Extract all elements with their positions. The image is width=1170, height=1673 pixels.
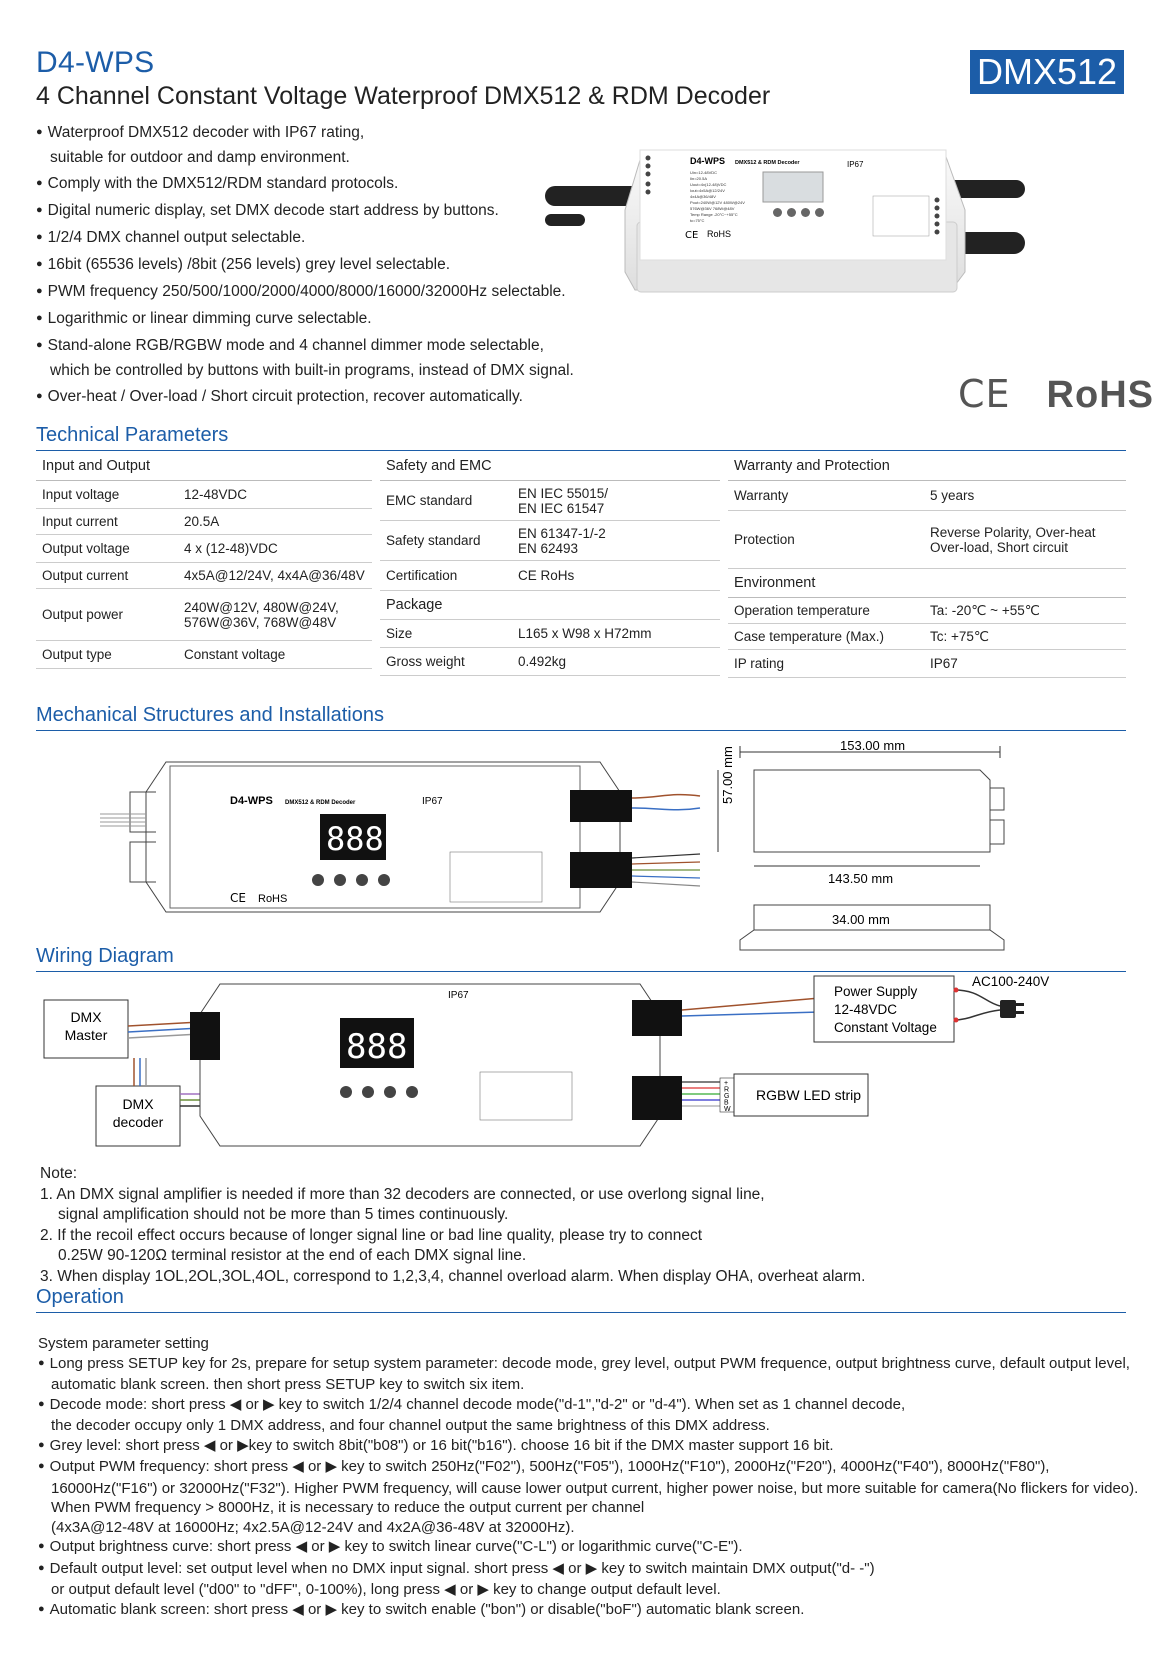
- param-value: [930, 603, 1120, 619]
- param-value-line: EN IEC 55015/: [518, 485, 609, 501]
- dmx-decoder-line1: DMX: [122, 1096, 154, 1112]
- operation-subtitle: System parameter setting: [38, 1335, 209, 1352]
- mech-ip: IP67: [422, 796, 443, 807]
- operation-cont: or output default level ("d00" to "dFF", 0-100%), long press ◀ or ▶ key to change output default level.: [51, 1581, 721, 1598]
- page-title: D4-WPS: [36, 46, 155, 79]
- section-wiring: Wiring Diagram: [36, 945, 1126, 972]
- mech-model: D4-WPS: [230, 795, 273, 807]
- param-value-line: EN IEC 61547: [518, 500, 605, 516]
- param-key: Warranty: [734, 488, 789, 503]
- operation-cont: the decoder occupy only 1 DMX address, and four channel output the same brightness of this DMX address.: [51, 1417, 770, 1434]
- param-value: [184, 647, 366, 662]
- param-key: EMC standard: [386, 493, 473, 508]
- mech-display: 888: [326, 820, 384, 858]
- param-key: Output voltage: [42, 541, 130, 556]
- feature-item: [36, 384, 676, 411]
- dmx512-badge: DMX512: [970, 50, 1124, 94]
- param-key: Certification: [386, 568, 458, 583]
- param-value: [184, 600, 366, 630]
- col-header-environment: Environment: [728, 569, 1126, 598]
- param-key: Output type: [42, 647, 112, 662]
- section-operation: Operation: [36, 1286, 1126, 1313]
- photo-spec-line: tc=75°C: [690, 218, 705, 223]
- operation-text: ● Default output level: set output level when no DMX input signal. short press ◀ or ▶ key to switch maintain DMX output("d- -"): [38, 1560, 875, 1577]
- param-value-line: IP67: [930, 656, 958, 671]
- photo-rohs: RoHS: [707, 229, 732, 239]
- param-key: Input current: [42, 514, 118, 529]
- photo-spec-line: Temp Range -20°C~+55°C: [690, 212, 738, 217]
- rgbw-pin-label: R: [724, 1086, 730, 1094]
- param-row: [728, 511, 1126, 569]
- led-strip-label: RGBW LED strip: [756, 1087, 862, 1103]
- mech-rohs: RoHS: [258, 893, 288, 905]
- page-subtitle: 4 Channel Constant Voltage Waterproof DMX512 & RDM Decoder: [36, 82, 771, 110]
- param-key: Output current: [42, 568, 129, 583]
- note-cont: signal amplification should not be more than 5 times continuously.: [58, 1206, 509, 1223]
- param-row: [380, 521, 720, 561]
- photo-ce: CE: [685, 230, 699, 241]
- rgbw-pin-label: +: [724, 1080, 729, 1087]
- param-value: [518, 654, 714, 669]
- col-header: Safety and EMC: [380, 452, 720, 481]
- operation-item: [38, 1436, 1148, 1458]
- dim-inner: 143.50 mm: [828, 871, 894, 886]
- mech-desc: DMX512 & RDM Decoder: [285, 800, 356, 806]
- operation-item: [38, 1395, 1148, 1436]
- param-value-line: EN 61347-1/-2: [518, 525, 606, 541]
- param-row: [36, 641, 372, 669]
- param-value-line: 12-48VDC: [184, 487, 248, 502]
- wiring-diagram: [40, 976, 1140, 1156]
- param-value-line: CE RoHs: [518, 568, 575, 583]
- feature-text: ● Logarithmic or linear dimming curve selectable.: [36, 310, 372, 327]
- param-row: [728, 598, 1126, 624]
- param-value-line: Over-load, Short circuit: [930, 539, 1069, 555]
- wiring-ip: IP67: [448, 990, 469, 1001]
- param-row: [36, 563, 372, 589]
- tech-col-warranty: [728, 452, 1126, 678]
- tech-col-safety: [380, 452, 720, 676]
- param-row: [36, 589, 372, 641]
- tech-col-input-output: [36, 452, 372, 669]
- operation-cont: (4x3A@12-48V at 16000Hz; 4x2.5A@12-24V and 4x2A@36-48V at 32000Hz).: [51, 1518, 575, 1536]
- feature-item: [36, 333, 676, 384]
- feature-text: ● Stand-alone RGB/RGBW mode and 4 channel dimmer mode selectable,: [36, 337, 544, 354]
- operation-text: ● Grey level: short press ◀ or ▶key to switch 8bit("b08") or 16 bit("b16"). choose 16 bit if the DMX master support 16 bit.: [38, 1437, 834, 1454]
- photo-spec-line: Iout=4x5A@12/24V: [690, 188, 725, 193]
- param-row: [36, 481, 372, 509]
- rgbw-pin-label: W: [724, 1106, 731, 1113]
- param-value-line: 20.5A: [184, 514, 220, 529]
- dmx-master-line2: Master: [64, 1027, 108, 1043]
- param-key: Operation temperature: [734, 603, 870, 618]
- operation-item: [38, 1537, 1148, 1559]
- param-value: [518, 526, 714, 556]
- operation-cont: When PWM frequency > 8000Hz, it is necessary to reduce the output current per channel: [51, 1499, 645, 1516]
- param-row: [380, 648, 720, 676]
- rgbw-pin-label: B: [724, 1099, 729, 1107]
- note-item: [40, 1267, 1140, 1288]
- param-key: Size: [386, 626, 413, 641]
- mechanical-front-drawing: [100, 752, 720, 922]
- certifications: [958, 372, 1154, 417]
- param-value-line: Tc: +75℃: [930, 628, 990, 644]
- photo-model: D4-WPS: [690, 156, 726, 166]
- feature-text: ● Digital numeric display, set DMX decode start address by buttons.: [36, 202, 499, 219]
- param-value: [518, 486, 714, 516]
- param-value-line: 4 x (12-48)VDC: [184, 541, 278, 556]
- dim-height: 57.00 mm: [720, 746, 735, 804]
- operation-cont: 16000Hz("F16") or 32000Hz("F32"). Higher PWM frequency, will cause lower output current, higher power noise, but more suitable for camera(No flickers for video).: [51, 1479, 1139, 1497]
- param-value: [184, 487, 366, 502]
- operation-item: [38, 1354, 1148, 1395]
- param-value-line: 576W@36V, 768W@48V: [184, 614, 337, 630]
- note-text: 1. An DMX signal amplifier is needed if more than 32 decoders are connected, or use overlong signal line,: [40, 1185, 765, 1203]
- param-key: Output power: [42, 607, 124, 622]
- param-value: [518, 568, 714, 583]
- param-row: [380, 620, 720, 648]
- param-key: Case temperature (Max.): [734, 629, 885, 644]
- param-value: [184, 514, 366, 529]
- feature-text: ● Over-heat / Over-load / Short circuit protection, recover automatically.: [36, 388, 523, 405]
- operation-list: [38, 1334, 1148, 1621]
- feature-text: ● 16bit (65536 levels) /8bit (256 levels) grey level selectable.: [36, 256, 450, 273]
- param-value: [518, 626, 714, 641]
- param-value-line: 0.492kg: [518, 654, 567, 669]
- param-key: Input voltage: [42, 487, 120, 502]
- ac-label: AC100-240V: [972, 974, 1050, 989]
- feature-cont: which be controlled by buttons with built-in programs, instead of DMX signal.: [50, 362, 574, 379]
- dmx-master-line1: DMX: [70, 1009, 102, 1025]
- photo-desc: DMX512 & RDM Decoder: [735, 160, 800, 166]
- param-row: [728, 624, 1126, 650]
- param-key: Safety standard: [386, 533, 481, 548]
- power-line2: 12-48VDC: [834, 1002, 898, 1017]
- param-row: [728, 650, 1126, 678]
- power-line1: Power Supply: [834, 984, 918, 999]
- param-value: [184, 541, 366, 556]
- operation-text: ● Automatic blank screen: short press ◀ or ▶ key to switch enable ("bon") or disable("boF") automatic blank screen.: [38, 1601, 804, 1618]
- note-text: 2. If the recoil effect occurs because of longer signal line or bad line quality, please try to connect: [40, 1226, 703, 1244]
- param-value-line: 4x5A@12/24V, 4x4A@36/48V: [184, 568, 365, 583]
- col-header: Input and Output: [36, 452, 372, 481]
- note-item: [40, 1185, 1140, 1226]
- param-value-line: Constant voltage: [184, 647, 286, 662]
- param-row: [380, 561, 720, 591]
- section-technical-parameters: Technical Parameters: [36, 424, 1126, 451]
- param-value: [930, 525, 1120, 555]
- dim-depth: 34.00 mm: [832, 912, 890, 927]
- param-value-line: Ta: -20℃ ~ +55℃: [930, 602, 1040, 618]
- notes: [40, 1164, 1140, 1287]
- feature-text: ● PWM frequency 250/500/1000/2000/4000/8000/16000/32000Hz selectable.: [36, 283, 566, 300]
- note-item: [40, 1226, 1140, 1267]
- param-key: Protection: [734, 532, 795, 547]
- photo-ip: IP67: [847, 160, 864, 169]
- col-header: Warranty and Protection: [728, 452, 1126, 481]
- feature-cont: suitable for outdoor and damp environment.: [50, 149, 350, 166]
- param-row: [36, 535, 372, 563]
- param-value-line: EN 62493: [518, 540, 579, 556]
- operation-text: ● Long press SETUP key for 2s, prepare for setup system parameter: decode mode, grey level, output PWM frequence, output brightness curve, default output level,: [38, 1355, 1130, 1372]
- note-text: 3. When display 1OL,2OL,3OL,4OL, correspond to 1,2,3,4, channel overload alarm. When display OHA, overheat alarm.: [40, 1267, 866, 1285]
- param-key: IP rating: [734, 656, 785, 671]
- operation-text: ● Output PWM frequency: short press ◀ or ▶ key to switch 250Hz("F02"), 500Hz("F05"), 1000Hz("F10"), 2000Hz("F20"), 4000Hz("F40"), 8000Hz("F80"),: [38, 1458, 1049, 1475]
- feature-text: ● 1/2/4 DMX channel output selectable.: [36, 229, 305, 246]
- param-value: [930, 656, 1120, 671]
- mech-ce: CE: [230, 891, 246, 905]
- param-value-line: 240W@12V, 480W@24V,: [184, 599, 339, 615]
- photo-spec-line: 4x4A@36/48V: [690, 194, 716, 199]
- param-value-line: Reverse Polarity, Over-heat: [930, 524, 1096, 540]
- photo-spec-line: 576W@36V 768W@48V: [690, 206, 735, 211]
- photo-spec-line: Pout=240W@12V 480W@24V: [690, 200, 745, 205]
- photo-spec-line: Uout=4x(12-48)VDC: [690, 182, 727, 187]
- param-value-line: L165 x W98 x H72mm: [518, 626, 652, 641]
- operation-item: [38, 1457, 1148, 1537]
- operation-text: ● Output brightness curve: short press ◀ or ▶ key to switch linear curve("C-L") or logarithmic curve("C-E").: [38, 1538, 743, 1555]
- ce-mark: CE: [958, 372, 1011, 416]
- dmx-decoder-line2: decoder: [112, 1114, 164, 1130]
- note-cont: 0.25W 90-120Ω terminal resistor at the end of each DMX signal line.: [58, 1247, 527, 1264]
- param-value: [930, 629, 1120, 645]
- photo-spec-line: Iin=20.5A: [690, 176, 708, 181]
- operation-text: ● Decode mode: short press ◀ or ▶ key to switch 1/2/4 channel decode mode("d-1","d-2" or "d-4"). When set as 1 channel decode,: [38, 1396, 905, 1413]
- wiring-display: 888: [346, 1027, 408, 1067]
- param-row: [36, 509, 372, 535]
- product-photo: [545, 140, 1025, 320]
- param-row: [380, 481, 720, 521]
- notes-title: Note:: [40, 1165, 78, 1182]
- photo-spec-line: Uin=12-48VDC: [690, 170, 718, 175]
- param-key: Gross weight: [386, 654, 465, 669]
- col-header-package: Package: [380, 591, 720, 620]
- power-line3: Constant Voltage: [834, 1020, 937, 1035]
- feature-text: ● Comply with the DMX512/RDM standard protocols.: [36, 175, 398, 192]
- param-value-line: 5 years: [930, 488, 975, 503]
- param-value: [184, 568, 366, 583]
- operation-item: [38, 1559, 1148, 1600]
- rgbw-pin-label: G: [724, 1093, 730, 1100]
- dim-width: 153.00 mm: [840, 738, 906, 753]
- operation-item: [38, 1600, 1148, 1622]
- mechanical-side-drawings: [720, 738, 1040, 970]
- feature-text: ● Waterproof DMX512 decoder with IP67 rating,: [36, 124, 364, 141]
- operation-cont: automatic blank screen. then short press SETUP key to switch six item.: [51, 1376, 525, 1393]
- param-row: [728, 481, 1126, 511]
- param-value: [930, 488, 1120, 503]
- rohs-mark: RoHS: [1046, 374, 1154, 416]
- section-mechanical: Mechanical Structures and Installations: [36, 704, 1126, 731]
